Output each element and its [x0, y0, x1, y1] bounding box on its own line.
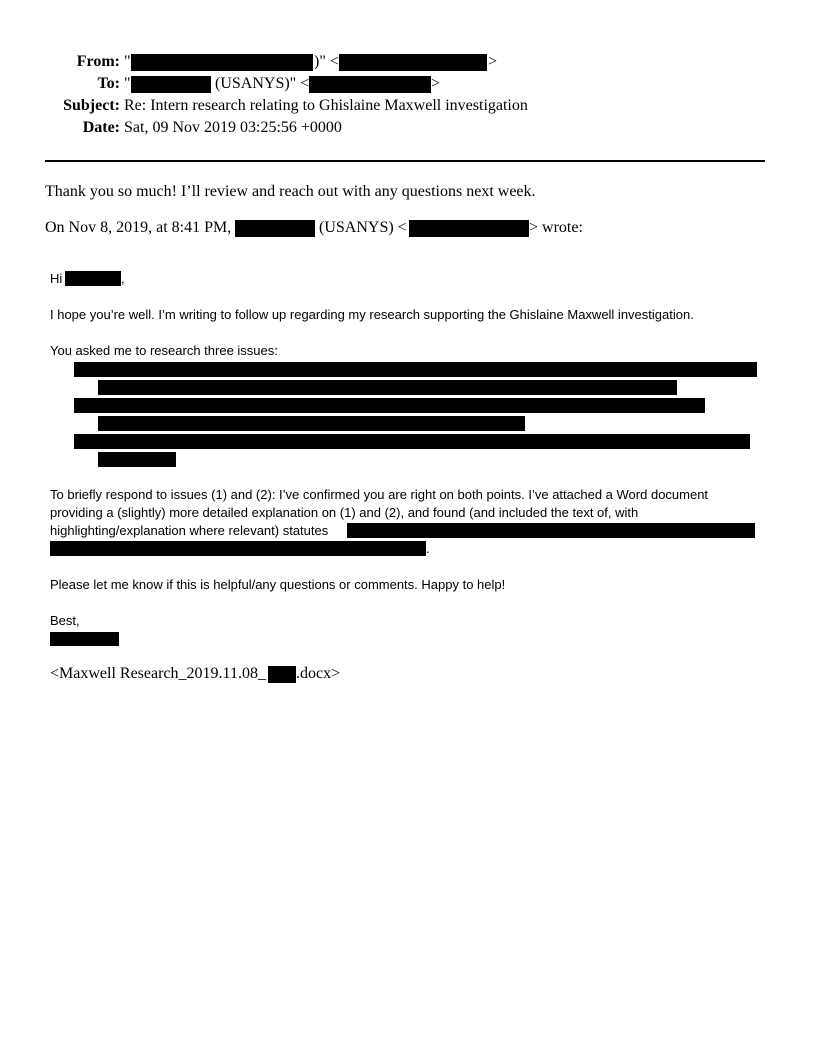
attachment-suffix: .docx> [296, 665, 341, 682]
reply-text: Thank you so much! I’ll review and reach out with any questions next week. [45, 183, 536, 200]
respond-line-2: providing a (slightly) more detailed explanation on (1) and (2), and found (and included the text of, with [50, 505, 639, 520]
closing-text: Please let me know if this is helpful/any questions or comments. Happy to help! [50, 577, 506, 592]
redaction-to-name [131, 76, 211, 93]
to-label: To: [97, 75, 120, 92]
redaction-issue-2-line-2 [98, 416, 525, 431]
quote-suffix: > wrote: [529, 219, 583, 236]
date-value: Sat, 09 Nov 2019 03:25:56 +0000 [124, 119, 342, 136]
attachment-prefix: <Maxwell Research_2019.11.08_ [50, 665, 266, 682]
greeting-comma: , [121, 271, 125, 286]
subject-label: Subject: [63, 97, 120, 114]
redaction-from-email [339, 54, 487, 71]
signoff-text: Best, [50, 613, 80, 628]
to-open-quote: " [124, 75, 131, 92]
redaction-sender-email [409, 220, 529, 237]
quote-mid: (USANYS) < [319, 219, 407, 236]
greeting-hi: Hi [50, 271, 63, 286]
intro-text: I hope you’re well. I’m writing to follow up regarding my research supporting the Ghislaine Maxwell investigation. [50, 307, 694, 322]
respond-line-1: To briefly respond to issues (1) and (2): I’ve confirmed you are right on both points. I’ve attached a Word document [50, 487, 709, 502]
to-close: > [431, 75, 441, 92]
asked-text: You asked me to research three issues: [50, 343, 278, 358]
respond-end: . [426, 541, 430, 556]
redaction-attachment-initials [268, 666, 296, 683]
respond-line-3: highlighting/explanation where relevant) statutes [50, 523, 329, 538]
redaction-statutes-line-2 [50, 541, 426, 556]
redaction-statutes-line-1 [347, 523, 755, 538]
subject-value: Re: Intern research relating to Ghislaine Maxwell investigation [124, 97, 528, 114]
header-divider [45, 160, 765, 162]
redaction-to-email [309, 76, 431, 93]
date-label: Date: [82, 119, 120, 136]
redaction-issue-3-line-1 [74, 434, 750, 449]
from-label: From: [76, 53, 120, 70]
redaction-recipient-name [65, 271, 121, 286]
redaction-issue-1-line-1 [74, 362, 757, 377]
to-mid: (USANYS)" < [215, 75, 310, 92]
redaction-issue-2-line-1 [74, 398, 705, 413]
from-open-quote: " [124, 53, 131, 70]
redaction-signature [50, 632, 119, 646]
redaction-issue-3-line-2 [98, 452, 176, 467]
redaction-issue-1-line-2 [98, 380, 677, 395]
quote-prefix: On Nov 8, 2019, at 8:41 PM, [45, 219, 232, 236]
redaction-sender-name [235, 220, 315, 237]
from-close: > [488, 53, 498, 70]
from-mid: )" < [314, 53, 339, 70]
redaction-from-name [131, 54, 313, 71]
